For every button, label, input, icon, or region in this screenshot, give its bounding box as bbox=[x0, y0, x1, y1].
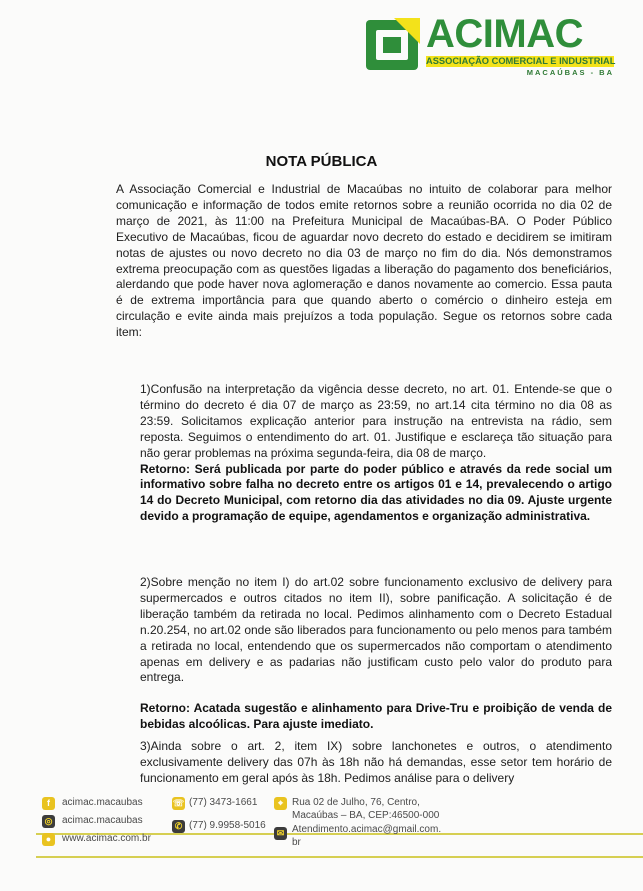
email-icon: ✉ bbox=[274, 827, 287, 840]
footer-website[interactable]: www.acimac.com.br bbox=[62, 833, 151, 844]
item-1-text: 1)Confusão na interpretação da vigência desse decreto, no art. 01. Entende-se que o término do decreto é dia 07 de março as 23:59, no art.14 cita término no dia 08 as 23:59. Solicitamos explicação anterior para instrução na entrevista na rádio, sem reposta. Seguimos o entendimento do art. 01. Justifique e esclareça tão situação para não gerar problemas na próxima segunda-feira, dia 08 de março. bbox=[140, 382, 612, 460]
item-2-response: Retorno: Acatada sugestão e alinhamento para Drive-Tru e proibição de venda de bebidas alcoólicas. Para ajuste imediato. bbox=[140, 701, 612, 732]
whatsapp-icon: ✆ bbox=[172, 820, 185, 833]
footer-facebook[interactable]: acimac.macaubas bbox=[62, 797, 143, 808]
instagram-icon: ◎ bbox=[42, 815, 55, 828]
intro-paragraph: A Associação Comercial e Industrial de Macaúbas no intuito de colaborar para melhor comunicação e informação de todos emite retornos sobre a reunião ocorrida no dia 02 de março de 2021, às 11:00 na Prefeitura Municipal de Macaúbas-BA. O Poder Público Executivo de Macaúbas, ficou de aguardar novo decreto do estado e decidirem se imitiram notas de ajustes ou novo decreto no dia 03 de março no fim do dia. Nós demonstramos extrema preocupação com as questões ligadas a liberação do pagamento dos beneficiários, alerdando que pode haver nova aglomeração e danos novamente ao comercio. Essa pauta é de extrema importância para que quando aberto o comércio o dinheiro esteja em circulação e evite ainda mais prejuízos a toda população. Segue os retornos sobre cada item: bbox=[116, 182, 612, 340]
footer-divider-bottom bbox=[36, 856, 643, 858]
location-icon: ⌖ bbox=[274, 797, 287, 810]
logo-subtitle: ASSOCIAÇÃO COMERCIAL E INDUSTRIAL bbox=[426, 56, 616, 66]
acimac-logo bbox=[364, 12, 616, 77]
footer-address-line1: Rua 02 de Julho, 76, Centro, bbox=[292, 797, 420, 808]
footer-email-line2[interactable]: br bbox=[292, 837, 301, 848]
item-2-text: 2)Sobre menção no item I) do art.02 sobre funcionamento exclusivo de delivery para supermercados e outros citados no item II), sobre panificação. A solicitação é de liberação também da retirada no local. Pedimos alinhamento com o Decreto Estadual n.20.254, no art.02 onde são liberados para funcionamento ou pelo menos para também a retirada no local, entendendo que os supermercados não comportam o atendimento apenas em delivery e as padarias não justificam custo pelo valor do produto para entrega. bbox=[140, 575, 612, 685]
footer-address-line2: Macaúbas – BA, CEP:46500-000 bbox=[292, 810, 440, 821]
item-3-text: 3)Ainda sobre o art. 2, item IX) sobre lanchonetes e outros, o atendimento exclusivamente delivery das 07h às 18h não há demandas, esse setor tem horário de funcionamento em geral após às 18h. Pedimos análise para o delivery bbox=[140, 739, 612, 785]
globe-icon: ● bbox=[42, 833, 55, 846]
footer-instagram[interactable]: acimac.macaubas bbox=[62, 815, 143, 826]
footer-whatsapp[interactable]: (77) 9.9958-5016 bbox=[189, 820, 266, 831]
document-title: NOTA PÚBLICA bbox=[265, 153, 378, 170]
logo-city: MACAÚBAS - BA bbox=[526, 68, 614, 77]
logo-name: ACIMAC bbox=[426, 12, 583, 56]
footer-email-line1[interactable]: Atendimento.acimac@gmail.com. bbox=[292, 824, 442, 835]
footer bbox=[0, 792, 643, 891]
item-3 bbox=[140, 739, 612, 787]
phone-icon: ☏ bbox=[172, 798, 185, 808]
letterhead bbox=[0, 0, 643, 110]
item-1 bbox=[140, 382, 612, 525]
facebook-icon: f bbox=[42, 797, 55, 810]
acimac-logo-mark bbox=[364, 16, 422, 74]
item-1-response: Retorno: Será publicada por parte do poder público e através da rede social um informativo sobre falha no decreto entre os artigos 01 e 14, prevalecendo o artigo 14 do Decreto Municipal, com retorno dia das atividades no dia 09. Ajuste urgente devido a programação de equipe, agendamentos e organização administrativa. bbox=[140, 461, 612, 524]
item-2 bbox=[140, 575, 612, 733]
footer-phone[interactable]: (77) 3473-1661 bbox=[189, 797, 258, 808]
